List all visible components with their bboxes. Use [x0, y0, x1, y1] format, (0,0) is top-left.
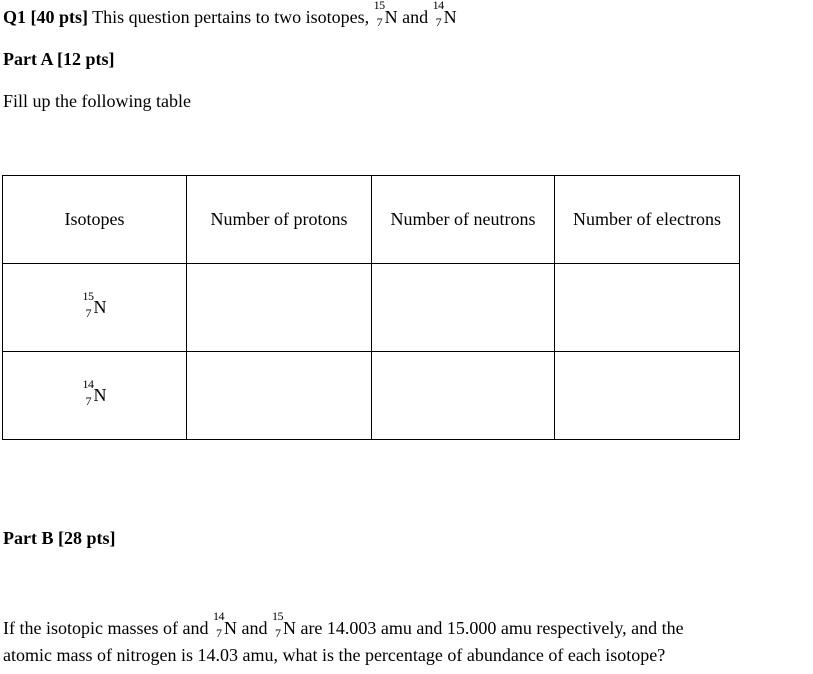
isotope-n15: 15 7 N — [271, 609, 296, 640]
isotope-n15: 15 7 N — [373, 0, 398, 29]
row-isotope-n15: 15 7 N — [3, 264, 187, 352]
isotope-table — [2, 175, 740, 440]
question-label: Q1 [40 pts] — [3, 7, 88, 27]
part-b-question-line1: If the isotopic masses of and 14 7 N and 15 7 N are 14.003 amu and 15.000 amu respectively, and the — [3, 609, 684, 640]
question-line — [3, 0, 457, 29]
part-b-heading: Part B [28 pts] — [3, 528, 116, 548]
and-text: and — [397, 7, 433, 27]
part-a-heading: Part A [12 pts] — [3, 49, 115, 69]
header-electrons: Number of electrons — [555, 176, 740, 264]
header-isotopes: Isotopes — [3, 176, 187, 264]
question-text: This question pertains to two isotopes, — [88, 7, 374, 27]
electrons-cell[interactable] — [555, 264, 740, 352]
neutrons-cell[interactable] — [372, 352, 555, 440]
part-b-question-line2: atomic mass of nitrogen is 14.03 amu, what is the percentage of abundance of each isotope? — [3, 645, 666, 665]
neutrons-cell[interactable] — [372, 264, 555, 352]
table-row — [3, 264, 740, 352]
isotope-n14: 14 7 N — [432, 0, 457, 29]
header-neutrons: Number of neutrons — [372, 176, 555, 264]
electrons-cell[interactable] — [555, 352, 740, 440]
table-row — [3, 352, 740, 440]
isotope-n14: 14 7 N — [212, 609, 237, 640]
protons-cell[interactable] — [187, 352, 372, 440]
row-isotope-n14: 14 7 N — [3, 352, 187, 440]
protons-cell[interactable] — [187, 264, 372, 352]
part-a-instruction: Fill up the following table — [3, 91, 191, 111]
table-header-row — [3, 176, 740, 264]
header-protons: Number of protons — [187, 176, 372, 264]
